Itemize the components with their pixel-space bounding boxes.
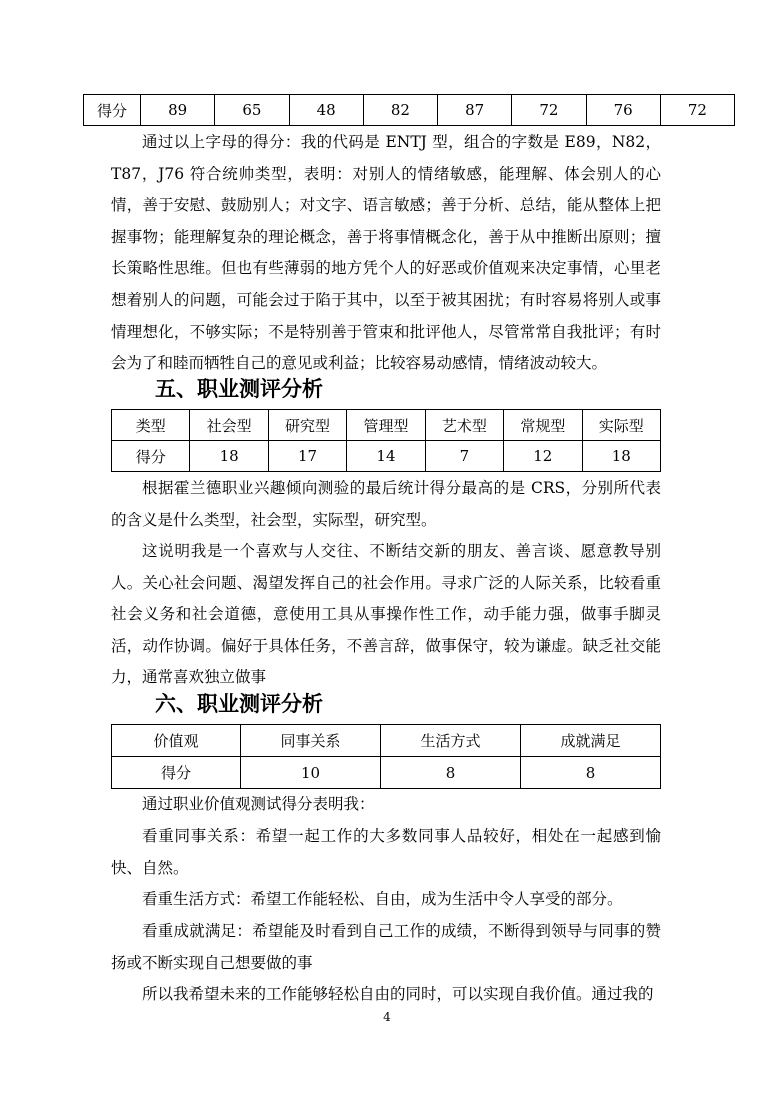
holland-score-table — [111, 409, 661, 472]
score-cell: 76 — [586, 95, 660, 126]
score-cell: 89 — [141, 95, 215, 126]
header-cell: 同事关系 — [241, 725, 381, 757]
header-cell: 成就满足 — [521, 725, 661, 757]
table-header-row — [112, 725, 661, 757]
header-cell: 研究型 — [268, 410, 346, 441]
value-achievement-paragraph: 看重成就满足：希望能及时看到自己工作的成绩，不断得到领导与同事的赞扬或不断实现自己想要做的事 — [111, 922, 661, 972]
section-six-heading: 六、职业测评分析 — [155, 692, 323, 716]
table-header-row — [112, 410, 661, 441]
value-score-table — [111, 724, 661, 789]
header-cell: 管理型 — [347, 410, 425, 441]
score-cell: 72 — [660, 95, 734, 126]
letter-score-table — [83, 94, 735, 126]
value-intro-paragraph: 通过职业价值观测试得分表明我： — [142, 795, 375, 813]
table-row — [84, 95, 735, 126]
row-label: 得分 — [84, 95, 141, 126]
header-cell: 类型 — [112, 410, 190, 441]
score-cell: 82 — [363, 95, 437, 126]
header-cell: 常规型 — [504, 410, 582, 441]
score-cell: 65 — [215, 95, 289, 126]
score-cell: 14 — [347, 441, 425, 472]
score-cell: 48 — [289, 95, 363, 126]
value-colleague-paragraph: 看重同事关系：希望一起工作的大多数同事人品较好，相处在一起感到愉快、自然。 — [111, 827, 661, 877]
row-label: 得分 — [112, 757, 241, 789]
score-cell: 10 — [241, 757, 381, 789]
score-cell: 87 — [438, 95, 512, 126]
score-cell: 8 — [381, 757, 521, 789]
holland-result-paragraph: 根据霍兰德职业兴趣倾向测验的最后统计得分最高的是 CRS，分别所代表的含义是什么类型，社会型，实际型，研究型。 — [111, 479, 661, 529]
header-cell: 艺术型 — [425, 410, 503, 441]
header-cell: 价值观 — [112, 725, 241, 757]
row-label: 得分 — [112, 441, 190, 472]
table-row — [112, 757, 661, 789]
header-cell: 生活方式 — [381, 725, 521, 757]
score-cell: 7 — [425, 441, 503, 472]
score-cell: 18 — [582, 441, 660, 472]
holland-explanation-paragraph: 这说明我是一个喜欢与人交往、不断结交新的朋友、善言谈、愿意教导别人。关心社会问题、渴望发挥自己的社会作用。寻求广泛的人际关系，比较看重社会义务和社会道德，意使用工具从事操作性工作，动手能力强，做事手脚灵活，动作协调。偏好于具体任务，不善言辞，做事保守，较为谦虚。缺乏社交能力，通常喜欢独立做事 — [111, 542, 661, 687]
score-cell: 8 — [521, 757, 661, 789]
section-five-heading: 五、职业测评分析 — [155, 377, 323, 401]
score-cell: 72 — [512, 95, 586, 126]
page-number: 4 — [383, 1010, 391, 1024]
header-cell: 实际型 — [582, 410, 660, 441]
conclusion-paragraph: 所以我希望未来的工作能够轻松自由的同时，可以实现自我价值。通过我的 — [142, 985, 654, 1003]
score-cell: 12 — [504, 441, 582, 472]
score-cell: 18 — [190, 441, 268, 472]
mbti-analysis-paragraph: 通过以上字母的得分：我的代码是 ENTJ 型，组合的字数是 E89，N82，T87，J76 符合统帅类型，表明：对别人的情绪敏感，能理解、体会别人的心情，善于安慰、鼓励别人；对文字、语言敏感；善于分析、总结，能从整体上把握事物；能理解复杂的理论概念，善于将事情概念化，善于从中推断出原则；擅长策略性思维。但也有些薄弱的地方凭个人的好恶或价值观来决定事情，心里老想着别人的问题，可能会过于陷于其中，以至于被其困扰；有时容易将别人或事情理想化，不够实际；不是特别善于管束和批评他人，尽管常常自我批评；有时会为了和睦而牺牲自己的意见或利益；比较容易动感情，情绪波动较大。 — [111, 133, 661, 373]
score-cell: 17 — [268, 441, 346, 472]
table-row — [112, 441, 661, 472]
value-lifestyle-paragraph: 看重生活方式：希望工作能轻松、自由，成为生活中令人享受的部分。 — [142, 890, 623, 908]
header-cell: 社会型 — [190, 410, 268, 441]
